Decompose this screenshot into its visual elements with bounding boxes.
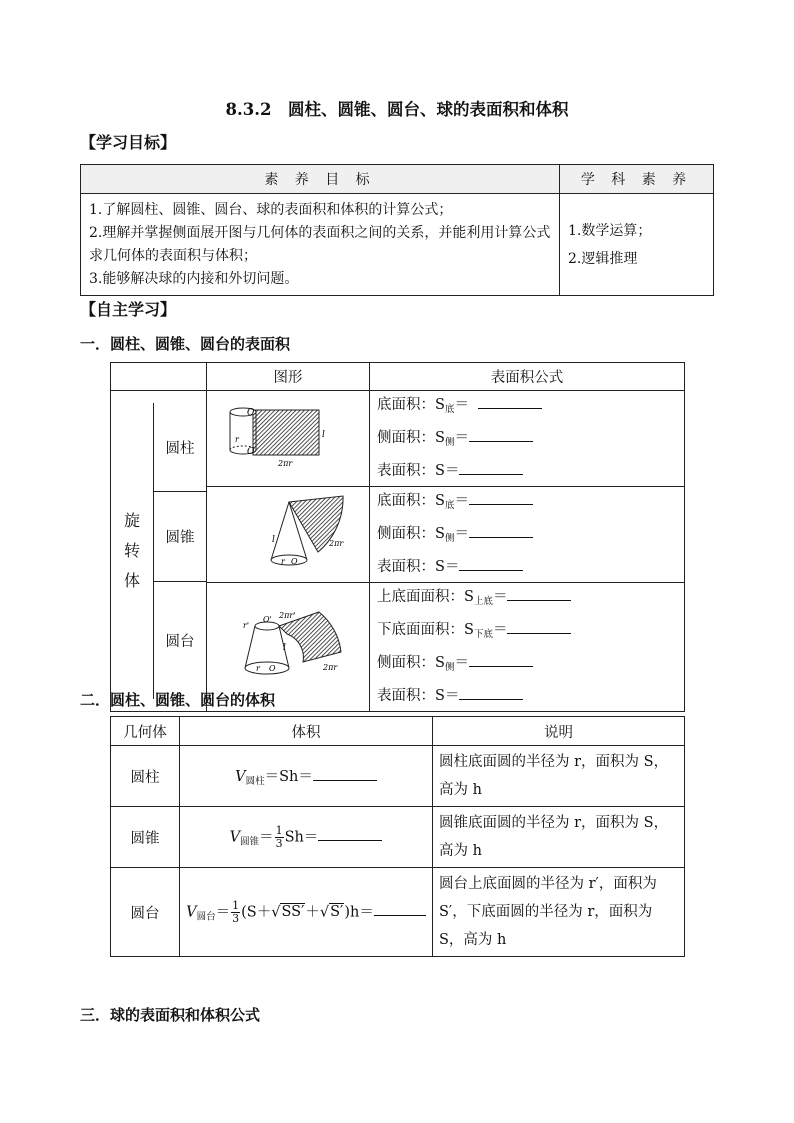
fraction: $\frac{1}{3}$: [275, 823, 283, 850]
literacy-item: 2.逻辑推理: [568, 250, 638, 267]
answer-blank[interactable]: [469, 427, 533, 442]
goal-item: 1.了解圆柱、圆锥、圆台、球的表面积和体积的计算公式；: [89, 201, 453, 218]
formula-line: 侧面积：$S_侧=$: [377, 424, 684, 457]
solid-name: 圆台: [111, 868, 180, 957]
formula-line: 表面积：S＝: [377, 553, 684, 582]
answer-blank[interactable]: [469, 490, 533, 505]
cylinder-figure: [207, 391, 370, 487]
answer-blank[interactable]: [507, 586, 571, 601]
answer-blank[interactable]: [469, 652, 533, 667]
svg-text:r: r: [256, 664, 260, 673]
goals-table: [80, 164, 714, 296]
svg-text:r': r': [243, 621, 250, 630]
goals-heading: 【学习目标】: [80, 133, 177, 152]
answer-blank[interactable]: [507, 619, 571, 634]
formula-line: 底面积：$S_底=$: [377, 391, 684, 424]
frustum-unfold-diagram: [223, 606, 353, 684]
answer-blank[interactable]: [459, 460, 523, 475]
col-note: 说明: [433, 717, 685, 746]
page-title: 8.3.2 圆柱、圆锥、圆台、球的表面积和体积: [225, 100, 569, 119]
answer-blank[interactable]: [459, 556, 523, 571]
svg-text:O: O: [247, 407, 255, 418]
cone-unfold-diagram: [223, 494, 353, 572]
svg-text:r: r: [235, 434, 239, 444]
group-label: 旋 转 体: [111, 403, 154, 699]
svg-text:O: O: [247, 446, 255, 457]
svg-text:l: l: [283, 643, 286, 653]
goals-cell: [81, 194, 560, 296]
literacy-head: 学 科 素 养: [560, 165, 714, 194]
fraction: $\frac{1}{3}$: [232, 898, 240, 925]
solid-name: 圆柱: [111, 746, 180, 807]
col-volume: 体积: [180, 717, 433, 746]
row-name-cone: 圆锥: [154, 492, 206, 582]
volume-note: 圆锥底面圆的半径为 r，面积为 S，高为 h: [433, 807, 685, 868]
row-name-frustum: 圆台: [165, 634, 195, 650]
volume-note: 圆柱底面圆的半径为 r，面积为 S，高为 h: [433, 746, 685, 807]
svg-text:O: O: [269, 664, 276, 673]
self-study-heading: 【自主学习】: [80, 300, 177, 319]
answer-blank[interactable]: [478, 394, 542, 409]
literacy-item: 1.数学运算；: [568, 222, 652, 239]
formula-line: 表面积：S＝: [377, 457, 684, 486]
answer-blank[interactable]: [313, 766, 377, 781]
formula-line: 表面积：S＝: [377, 682, 684, 711]
svg-text:O: O: [291, 556, 298, 566]
volume-formula: $V_{圆台}=$ $\frac{1}{3}$ (S＋√SS′＋√S′)h＝: [180, 868, 433, 957]
formula-line: 侧面积：$S_侧=$: [377, 520, 684, 553]
row-name-cylinder: 圆柱: [154, 403, 206, 492]
literacy-cell: [560, 194, 714, 296]
part1-heading: 一．圆柱、圆锥、圆台的表面积: [80, 335, 291, 353]
volume-formula: $V_{圆柱}=Sh=$: [180, 746, 433, 807]
solid-name: 圆锥: [111, 807, 180, 868]
answer-blank[interactable]: [374, 901, 426, 916]
volume-note: 圆台上底面圆的半径为 r′，面积为 S′，下底面圆的半径为 r，面积为 S，高为 h: [433, 868, 685, 957]
cylinder-unfold-diagram: [223, 402, 353, 472]
svg-text:2πr': 2πr': [279, 611, 296, 620]
svg-text:O': O': [263, 615, 272, 624]
formula-line: 底面积：$S_底=$: [377, 487, 684, 520]
surface-area-table: [110, 362, 685, 712]
svg-text:2πr: 2πr: [278, 458, 293, 468]
answer-blank[interactable]: [459, 685, 523, 700]
goals-head: 素 养 目 标: [81, 165, 560, 194]
svg-text:r: r: [281, 556, 285, 566]
frustum-formulas: [370, 583, 685, 712]
goal-item: 2.理解并掌握侧面展开图与几何体的表面积之间的关系，并能利用计算公式求几何体的表面积与体积；: [89, 224, 551, 264]
svg-text:2πr: 2πr: [323, 663, 338, 672]
part3-heading: 三．球的表面积和体积公式: [80, 1006, 261, 1024]
col-solid: 几何体: [111, 717, 180, 746]
col-formula: 表面积公式: [370, 363, 685, 391]
cone-formulas: [370, 487, 685, 583]
answer-blank[interactable]: [469, 523, 533, 538]
volume-formula: $V_{圆锥}=$ $\frac{1}{3}$ Sh＝: [180, 807, 433, 868]
formula-line: 下底面面积：$S_{下底}=$: [377, 616, 684, 649]
formula-line: 上底面面积：$S_{上底}=$: [377, 583, 684, 616]
goal-item: 3.能够解决球的内接和外切问题。: [89, 270, 299, 287]
formula-line: 侧面积：$S_侧=$: [377, 649, 684, 682]
cone-figure: [207, 487, 370, 583]
cylinder-formulas: [370, 391, 685, 487]
part2-heading: 二．圆柱、圆锥、圆台的体积: [80, 691, 276, 709]
volume-table: [110, 716, 685, 957]
svg-text:l: l: [322, 429, 325, 440]
svg-text:2πr: 2πr: [329, 538, 344, 548]
svg-text:l: l: [272, 534, 275, 545]
col-shape: 图形: [207, 363, 370, 391]
answer-blank[interactable]: [318, 826, 382, 841]
